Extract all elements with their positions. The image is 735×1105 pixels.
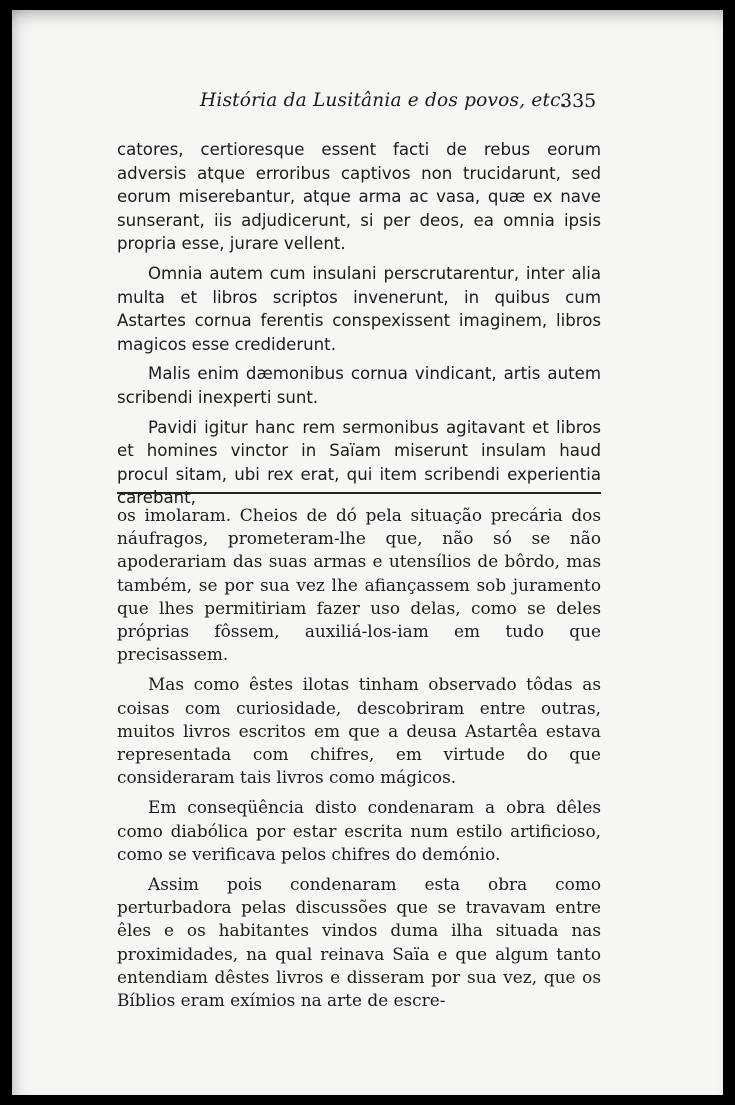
page-number: 335	[560, 90, 597, 112]
running-head: História da Lusitânia e dos povos, etc.	[200, 90, 567, 111]
latin-paragraph: Omnia autem cum insulani perscrutarentur, inter alia multa et libros scriptos invenerunt, in quibus cum Astartes cornua ferentis conspexissent imaginem, libros magicos esse crediderunt.	[117, 263, 601, 354]
portuguese-paragraph: os imolaram. Cheios de dó pela situação precária dos náufragos, prometeram-lhe que, não só se não apoderariam das suas armas e utensílios de bôrdo, mas também, se por sua vez lhe afiançassem sob juramento que lhes permitiriam fazer uso delas, como se deles próprias fôssem, auxiliá-los-iam em tudo que precisassem.	[117, 505, 601, 665]
section-divider-rule	[117, 492, 601, 494]
latin-paragraph: Pavidi igitur hanc rem sermonibus agitavant et libros et homines vinctor in Saïam miserunt insulam haud procul sitam, ubi rex erat, qui item scribendi experientia carebant,	[117, 417, 601, 508]
portuguese-text-block	[117, 504, 601, 1019]
latin-text-block	[117, 138, 601, 516]
latin-paragraph: catores, certioresque essent facti de rebus eorum adversis atque erroribus captivos non trucidarunt, sed eorum miserebantur, atque arma ac vasa, quæ ex nave sunserant, iis adjudicerunt, si per deos, ea omnia ipsis propria esse, jurare vellent.	[117, 140, 601, 254]
portuguese-paragraph: Mas como êstes ilotas tinham observado tôdas as coisas com curiosidade, descobriram entre outras, muitos livros escritos em que a deusa Astartêa estava representada com chifres, em virtude do que consideraram tais livros como mágicos.	[117, 674, 601, 788]
latin-paragraph: Malis enim dæmonibus cornua vindicant, artis autem scribendi inexperti sunt.	[117, 364, 601, 407]
portuguese-paragraph: Assim pois condenaram esta obra como perturbadora pelas discussões que se travavam entre êles e os habitantes vindos duma ilha situada nas proximidades, na qual reinava Saïa e que algum tanto entendiam dêstes livros e disseram por sua vez, que os Bíblios eram exímios na arte de escre-	[117, 874, 601, 1011]
book-page	[12, 10, 723, 1095]
page-header	[12, 86, 723, 116]
portuguese-paragraph: Em conseqüência disto condenaram a obra dêles como diabólica por estar escrita num estilo artificioso, como se verificava pelos chifres do demónio.	[117, 797, 601, 864]
